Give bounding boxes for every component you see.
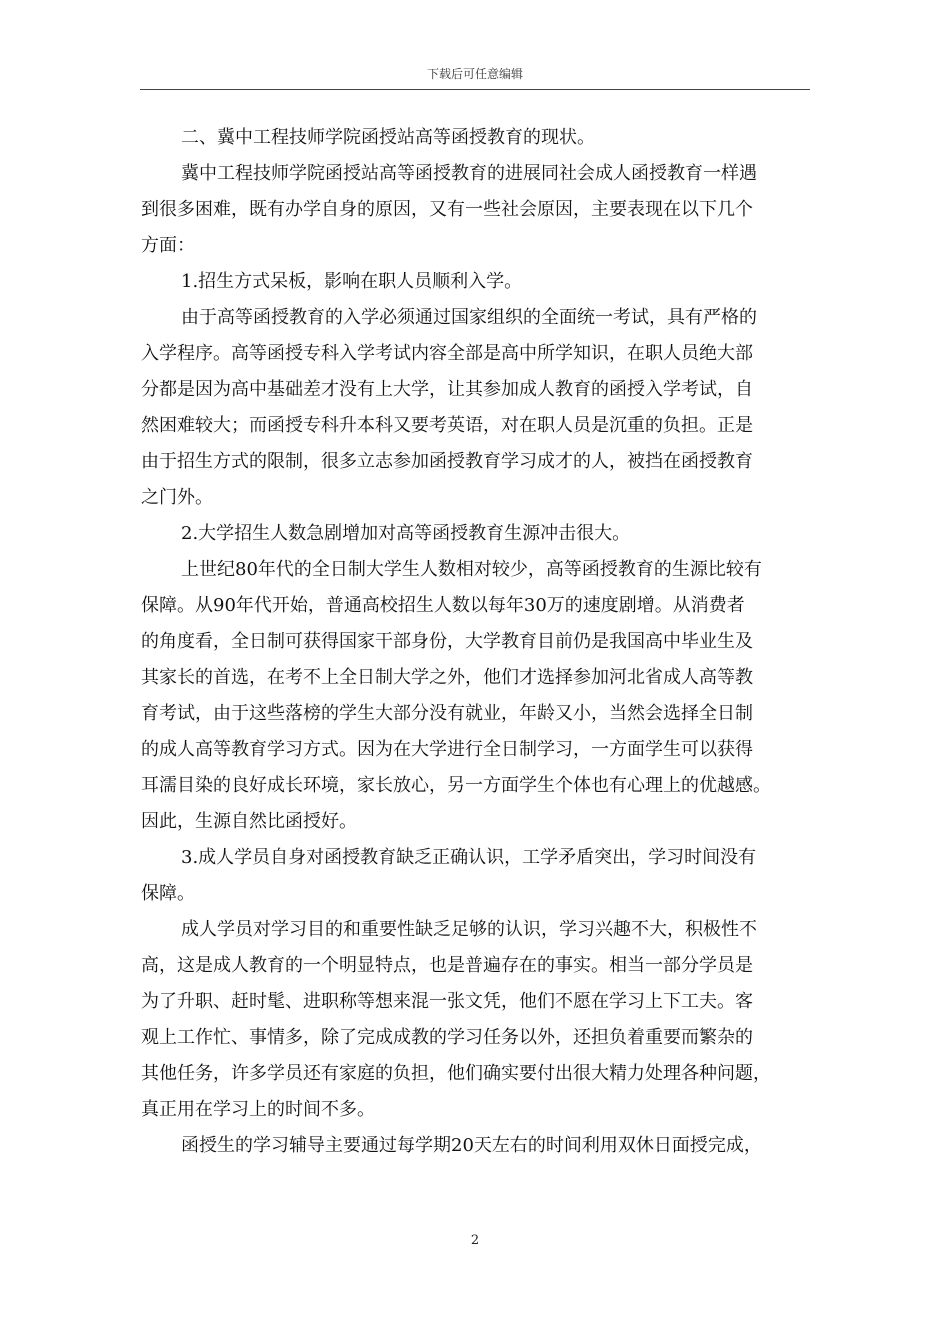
page-header: 下载后可任意编辑 — [426, 67, 523, 81]
text-line: 保障。 — [141, 883, 195, 904]
text-line: 到很多困难，既有办学自身的原因，又有一些社会原因，主要表现在以下几个 — [141, 199, 753, 220]
text-line: 1.招生方式呆板，影响在职人员顺利入学。 — [181, 271, 523, 292]
page-number: 2 — [470, 1233, 480, 1248]
text-line: 其他任务，许多学员还有家庭的负担，他们确实要付出很大精力处理各种问题， — [141, 1063, 771, 1084]
paragraph — [141, 912, 819, 1128]
text-line: 保障。从90年代开始，普通高校招生人数以每年30万的速度剧增。从消费者 — [141, 595, 745, 616]
paragraph — [141, 552, 819, 840]
text-line: 成人学员对学习目的和重要性缺乏足够的认识，学习兴趣不大，积极性不 — [181, 919, 757, 940]
text-line: 入学程序。高等函授专科入学考试内容全部是高中所学知识，在职人员绝大部 — [141, 343, 753, 364]
text-line: 高，这是成人教育的一个明显特点，也是普遍存在的事实。相当一部分学员是 — [141, 955, 753, 976]
text-line: 因此，生源自然比函授好。 — [141, 811, 357, 832]
paragraph — [141, 300, 819, 516]
text-line: 冀中工程技师学院函授站高等函授教育的进展同社会成人函授教育一样遇 — [181, 163, 757, 184]
document-body — [141, 120, 819, 1164]
paragraph — [141, 156, 819, 264]
text-line: 然困难较大；而函授专科升本科又要考英语，对在职人员是沉重的负担。正是 — [141, 415, 753, 436]
text-line: 其家长的首选，在考不上全日制大学之外，他们才选择参加河北省成人高等教 — [141, 667, 753, 688]
text-line: 3.成人学员自身对函授教育缺乏正确认识，工学矛盾突出，学习时间没有 — [181, 847, 757, 868]
paragraph — [141, 120, 819, 156]
text-line: 二、冀中工程技师学院函授站高等函授教育的现状。 — [181, 127, 595, 148]
text-line: 育考试，由于这些落榜的学生大部分没有就业，年龄又小，当然会选择全日制 — [141, 703, 753, 724]
paragraph — [141, 1128, 819, 1164]
paragraph — [141, 516, 819, 552]
text-line: 之门外。 — [141, 487, 213, 508]
text-line: 的成人高等教育学习方式。因为在大学进行全日制学习，一方面学生可以获得 — [141, 739, 753, 760]
text-line: 由于招生方式的限制，很多立志参加函授教育学习成才的人，被挡在函授教育 — [141, 451, 753, 472]
text-line: 的角度看，全日制可获得国家干部身份，大学教育目前仍是我国高中毕业生及 — [141, 631, 753, 652]
paragraph — [141, 840, 819, 912]
text-line: 真正用在学习上的时间不多。 — [141, 1099, 375, 1120]
text-line: 分都是因为高中基础差才没有上大学，让其参加成人教育的函授入学考试，自 — [141, 379, 753, 400]
header-divider — [140, 89, 810, 90]
text-line: 方面： — [141, 235, 195, 256]
text-line: 函授生的学习辅导主要通过每学期20天左右的时间利用双休日面授完成， — [181, 1135, 762, 1156]
text-line: 为了升职、赶时髦、进职称等想来混一张文凭，他们不愿在学习上下工夫。客 — [141, 991, 753, 1012]
paragraph — [141, 264, 819, 300]
text-line: 耳濡目染的良好成长环境，家长放心，另一方面学生个体也有心理上的优越感。 — [141, 775, 771, 796]
text-line: 由于高等函授教育的入学必须通过国家组织的全面统一考试，具有严格的 — [181, 307, 757, 328]
text-line: 2.大学招生人数急剧增加对高等函授教育生源冲击很大。 — [181, 523, 631, 544]
text-line: 上世纪80年代的全日制大学生人数相对较少，高等函授教育的生源比较有 — [181, 559, 762, 580]
text-line: 观上工作忙、事情多，除了完成成教的学习任务以外，还担负着重要而繁杂的 — [141, 1027, 753, 1048]
